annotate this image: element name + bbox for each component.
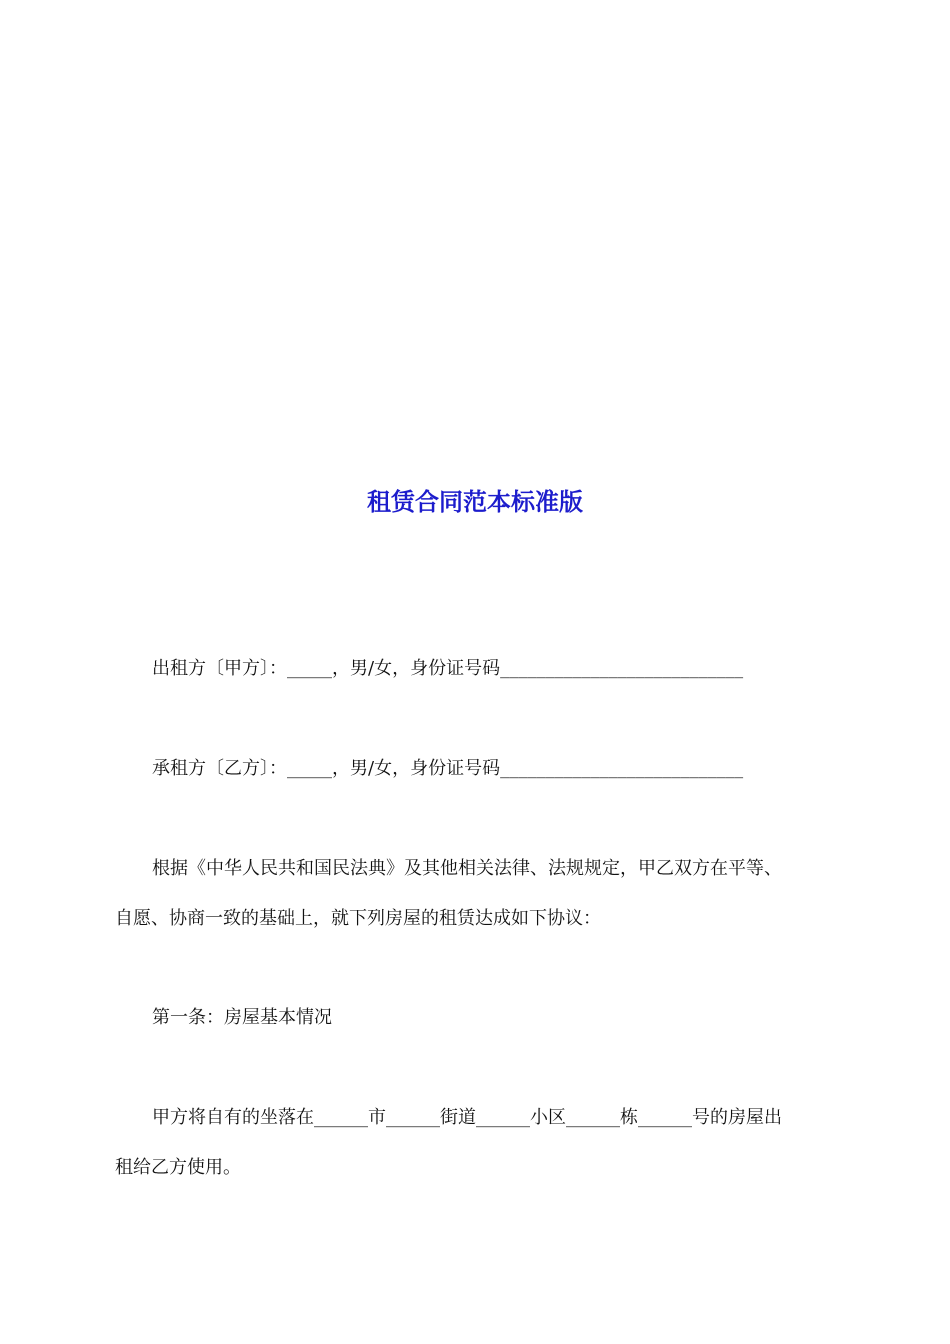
lessor-line: 出租方〔甲方〕：_____，男/女，身份证号码___________________________ bbox=[152, 658, 744, 679]
document-title: 租赁合同范本标准版 bbox=[367, 488, 583, 516]
lessee-line: 承租方〔乙方〕：_____，男/女，身份证号码___________________________ bbox=[152, 758, 744, 779]
basis-paragraph-line-2: 自愿、协商一致的基础上，就下列房屋的租赁达成如下协议： bbox=[115, 908, 601, 929]
article-one-heading: 第一条：房屋基本情况 bbox=[152, 1007, 332, 1028]
property-paragraph-line-2: 租给乙方使用。 bbox=[115, 1157, 241, 1178]
basis-paragraph-line-1: 根据《中华人民共和国民法典》及其他相关法律、法规规定，甲乙双方在平等、 bbox=[152, 858, 782, 879]
property-paragraph-line-1: 甲方将自有的坐落在______市______街道______小区______栋______号的房屋出 bbox=[152, 1107, 782, 1128]
